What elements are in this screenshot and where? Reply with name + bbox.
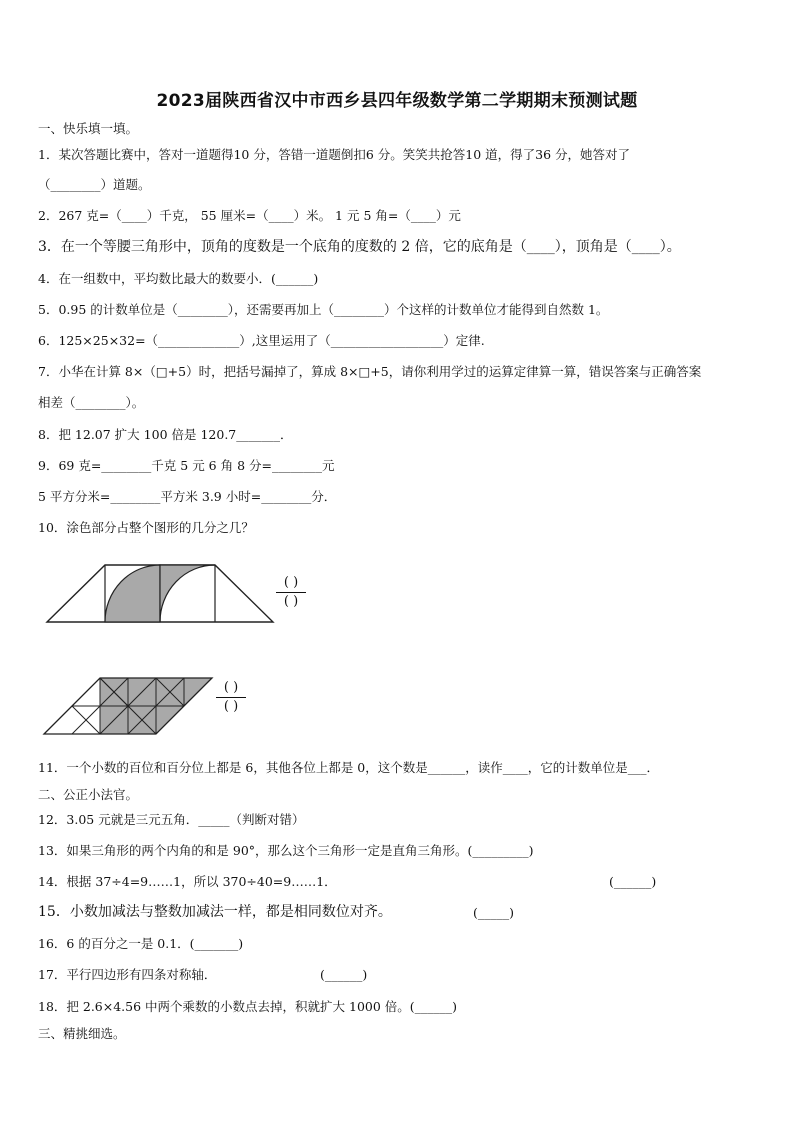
section-2-heading: 二、公正小法官。 <box>38 787 139 802</box>
page-title: 2023届陕西省汉中市西乡县四年级数学第二学期期末预测试题 <box>156 91 638 111</box>
fraction-answer-1 <box>274 575 308 610</box>
question-4: 4．在一组数中，平均数比最大的数要小．(______) <box>38 271 319 286</box>
fraction-denominator: ( ) <box>223 699 239 714</box>
fraction-denominator: ( ) <box>283 594 299 609</box>
question-15: 15．小数加减法与整数加减法一样，都是相同数位对齐。 <box>38 904 392 920</box>
trapezoid-figure <box>44 562 276 624</box>
question-1-line-1: 1．某次答题比赛中，答对一道题得10 分，答错一道题倒扣6 分。笑笑共抢答10 道，得了36 分，她答对了 <box>38 147 631 162</box>
question-7-line-2: 相差（________）。 <box>38 395 145 410</box>
question-17: 17．平行四边形有四条对称轴． <box>38 967 217 982</box>
question-10: 10．涂色部分占整个图形的几分之几？ <box>38 520 254 535</box>
question-1-line-2: （________）道题。 <box>38 177 151 192</box>
question-6: 6．125×25×32=（_____________）,这里运用了（__________________）定律. <box>38 333 485 348</box>
section-1-heading: 一、快乐填一填。 <box>38 121 139 136</box>
question-17-answer: (______) <box>320 967 368 982</box>
question-7-line-1: 7．小华在计算 8×（□+5）时，把括号漏掉了，算成 8×□+5，请你利用学过的运算定律算一算，错误答案与正确答案 <box>38 364 702 379</box>
question-15-answer: (_____) <box>473 905 515 920</box>
question-9-line-2: 5 平方分米=________平方米 3.9 小时=________分． <box>38 489 337 504</box>
question-16: 16．6 的百分之一是 0.1．(_______) <box>38 936 244 951</box>
question-13: 13．如果三角形的两个内角的和是 90°，那么这个三角形一定是直角三角形。(_________) <box>38 843 534 858</box>
question-11: 11．一个小数的百位和百分位上都是 6，其他各位上都是 0，这个数是______，读作____，它的计数单位是___． <box>38 760 660 775</box>
question-8: 8．把 12.07 扩大 100 倍是 120.7_______． <box>38 427 293 442</box>
fraction-numerator: ( ) <box>283 575 299 590</box>
fraction-bar <box>216 697 246 698</box>
section-3-heading: 三、精挑细选。 <box>38 1026 126 1041</box>
parallelogram-figure <box>42 676 220 736</box>
question-5: 5．0.95 的计数单位是（________），还需要再加上（________）个这样的计数单位才能得到自然数 1。 <box>38 302 609 317</box>
question-18: 18．把 2.6×4.56 中两个乘数的小数点去掉，积就扩大 1000 倍。(______) <box>38 999 458 1014</box>
fraction-bar <box>276 592 306 593</box>
question-2: 2．267 克=（____）千克， 55 厘米=（____）米。 1 元 5 角=（____）元 <box>38 208 461 223</box>
fraction-answer-2 <box>214 680 248 715</box>
question-14-answer: (______) <box>609 874 657 889</box>
question-12: 12．3.05 元就是三元五角．_____（判断对错） <box>38 812 305 827</box>
question-9-line-1: 9．69 克=________千克 5 元 6 角 8 分=________元 <box>38 458 335 473</box>
question-3: 3．在一个等腰三角形中，顶角的度数是一个底角的度数的 2 倍，它的底角是（____），顶角是（____）。 <box>38 239 681 255</box>
question-14: 14．根据 37÷4=9……1，所以 370÷40=9……1． <box>38 874 337 889</box>
fraction-numerator: ( ) <box>223 680 239 695</box>
